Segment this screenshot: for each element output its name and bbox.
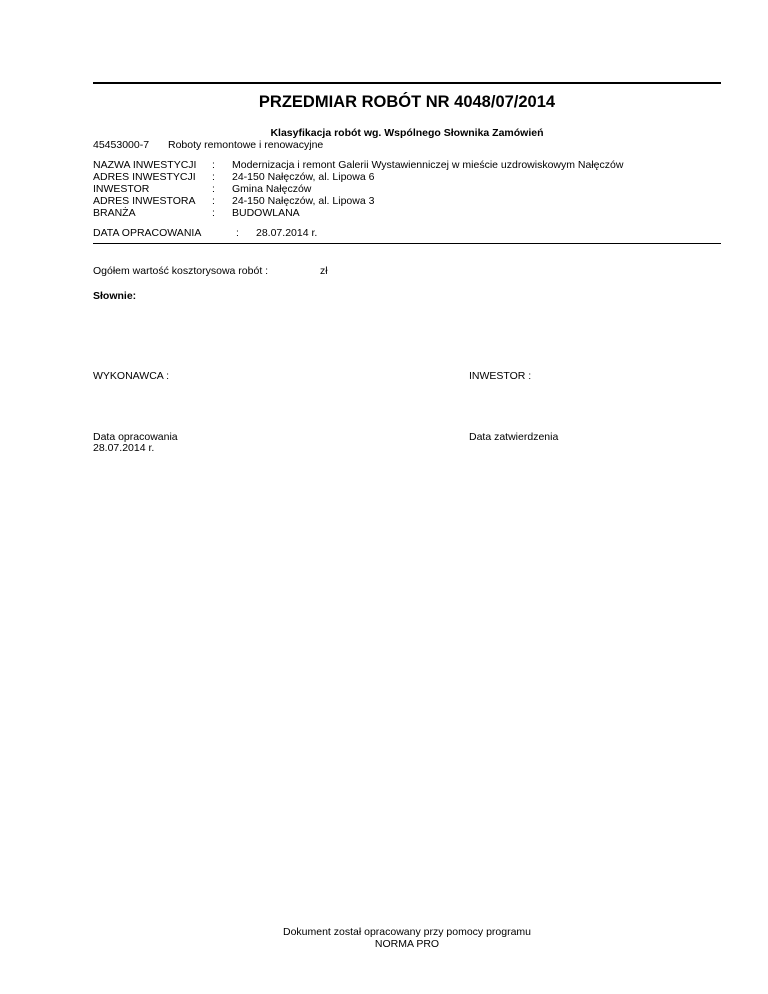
value-adres-inwestycji: 24-150 Nałęczów, al. Lipowa 6 — [232, 171, 375, 183]
classification-description: Roboty remontowe i renowacyjne — [168, 139, 324, 151]
footer-line2: NORMA PRO — [374, 938, 440, 950]
document-title: PRZEDMIAR ROBÓT NR 4048/07/2014 — [258, 93, 556, 111]
classification-code: 45453000-7 — [93, 139, 150, 151]
colon: : — [212, 207, 215, 219]
colon: : — [236, 227, 239, 239]
label-data-opracowania: DATA OPRACOWANIA — [93, 227, 202, 239]
label-adres-inwestora: ADRES INWESTORA — [93, 195, 196, 207]
wykonawca-label: WYKONAWCA : — [93, 370, 170, 382]
colon: : — [212, 159, 215, 171]
section-rule — [93, 243, 721, 244]
top-rule — [93, 82, 721, 84]
slownie-label: Słownie: — [93, 290, 137, 302]
footer — [93, 926, 721, 950]
colon: : — [212, 183, 215, 195]
data-opracowania-label: Data opracowania — [93, 431, 178, 443]
inwestor-label: INWESTOR : — [469, 370, 532, 382]
value-branza: BUDOWLANA — [232, 207, 300, 219]
label-inwestor: INWESTOR — [93, 183, 150, 195]
total-currency: zł — [320, 265, 328, 277]
value-adres-inwestora: 24-150 Nałęczów, al. Lipowa 3 — [232, 195, 375, 207]
data-zatwierdzenia-label: Data zatwierdzenia — [469, 431, 559, 443]
total-label: Ogółem wartość kosztorysowa robót : — [93, 265, 269, 277]
footer-line1: Dokument został opracowany przy pomocy programu — [282, 926, 532, 938]
label-branza: BRANŻA — [93, 207, 136, 219]
data-opracowania-value: 28.07.2014 r. — [93, 442, 155, 454]
label-adres-inwestycji: ADRES INWESTYCJI — [93, 171, 196, 183]
value-inwestor: Gmina Nałęczów — [232, 183, 312, 195]
value-nazwa-inwestycji: Modernizacja i remont Galerii Wystawienniczej w mieście uzdrowiskowym Nałęczów — [232, 159, 624, 171]
colon: : — [212, 171, 215, 183]
colon: : — [212, 195, 215, 207]
value-data-opracowania: 28.07.2014 r. — [256, 227, 318, 239]
classification-heading: Klasyfikacja robót wg. Wspólnego Słownika Zamówień — [270, 127, 544, 139]
label-nazwa-inwestycji: NAZWA INWESTYCJI — [93, 159, 197, 171]
